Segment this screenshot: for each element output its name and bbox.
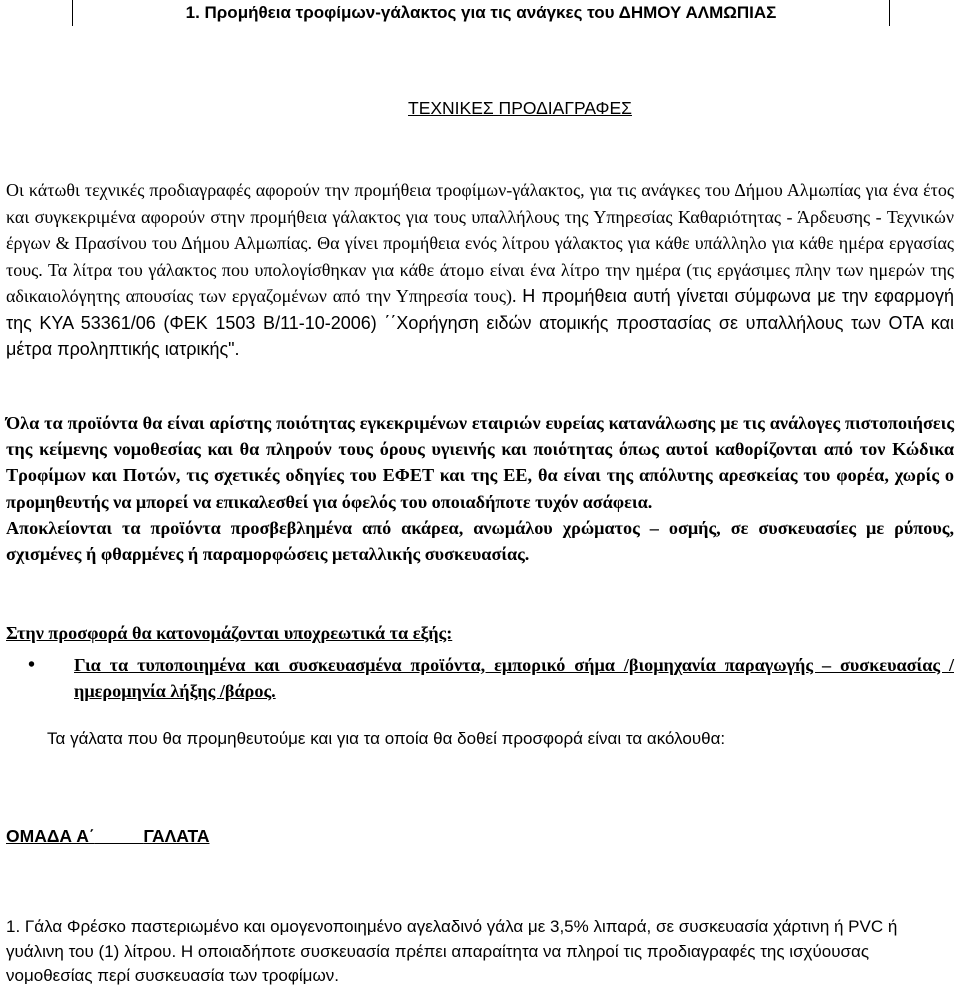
quality-paragraph: Όλα τα προϊόντα θα είναι αρίστης ποιότητας εγκεκριμένων εταιριών ευρείας κατανάλωσης με τις ανάλογες πιστοποιήσεις της κείμενης νομοθεσίας και θα πληρούν τους όρους υγιεινής και ποιότητας όπως αυτοί καθορίζονται από τον Κώδικα Τροφίμων και Ποτών, τις σχετικές οδηγίες του ΕΦΕΤ και της ΕΕ, θα είναι της απόλυτης αρεσκείας του φορέα, χωρίς ο προμηθευτής να μπορεί να επικαλεσθεί για όφελός του οποιαδήποτε τυχόν ασάφεια. <box>6 413 954 512</box>
offer-bullet-item <box>6 652 954 704</box>
intro-legal-text: Η προμήθεια αυτή γίνεται σύμφωνα με την εφαρμογή της ΚΥΑ 53361/06 (ΦΕΚ 1503 Β/11-10-2006) ΄΄Χορήγηση ειδών ατομικής προστασίας σε υπαλλήλους των ΟΤΑ και μέτρα προληπτικής ιατρικής". <box>6 286 955 359</box>
spec-heading: ΤΕΧΝΙΚΕΣ ΠΡΟΔΙΑΓΡΑΦΕΣ <box>408 98 632 118</box>
document-title: 1. Προμήθεια τροφίμων-γάλακτος για τις ανάγκες του ΔΗΜΟΥ ΑΛΜΩΠΙΑΣ <box>72 0 890 26</box>
bullet-icon: • <box>28 654 36 676</box>
quality-section <box>6 410 954 567</box>
intro-paragraph <box>6 177 954 363</box>
group-label: ΟΜΑΔΑ Α΄ <box>6 826 95 846</box>
group-title <box>6 826 210 847</box>
milk-intro: Τα γάλατα που θα προμηθευτούμε και για τα οποία θα δοθεί προσφορά είναι τα ακόλουθα: <box>47 729 726 748</box>
exclusion-paragraph: Αποκλείονται τα προϊόντα προσβεβλημένα από ακάρεα, ανωμάλου χρώματος – οσμής, σε συσκευασίες με ρύπους, σχισμένες ή φθαρμένες ή παραμορφώσεις μεταλλικής συσκευασίας. <box>6 517 954 565</box>
offer-heading: Στην προσφορά θα κατονομάζονται υποχρεωτικά τα εξής: <box>6 623 453 643</box>
offer-bullet-text: Για τα τυποποιημένα και συσκευασμένα προϊόντα, εμπορικό σήμα /βιομηχανία παραγωγής – συσκευασίας /ημερομηνία λήξης /βάρος. <box>74 655 954 701</box>
intro-text: Οι κάτωθι τεχνικές προδιαγραφές αφορούν την προμήθεια τροφίμων-γάλακτος, για τις ανάγκες του Δήμου Αλμωπίας για ένα έτος και συγκεκριμένα αφορούν στην προμήθεια γάλακτος για τους υπαλλήλους της Υπηρεσίας Καθαριότητας - Άρδευσης - Τεχνικών έργων & Πρασίνου του Δήμου Αλμωπίας. Θα γίνει προμήθεια ενός λίτρου γάλακτος για κάθε υπάλληλο για κάθε ημέρα εργασίας τους. Τα λίτρα του γάλακτος που υπολογίσθηκαν για κάθε άτομο είναι ένα λίτρο την ημέρα (τις εργάσιμες πλην των ημερών της αδικαιολόγητης απουσίας των εργαζομένων από την Υπηρεσία τους). <box>6 180 954 306</box>
milk-item-description: 1. Γάλα Φρέσκο παστεριωμένο και ομογενοποιημένο αγελαδινό γάλα με 3,5% λιπαρά, σε συσκευασία χάρτινη ή PVC ή γυάλινη του (1) λίτρου. Η οποιαδήποτε συσκευασία πρέπει απαραίτητα να πληροί τις προδιαγραφές της ισχύουσας νομοθεσίας περί συσκευασία των τροφίμων. <box>6 917 898 985</box>
group-name: ΓΑΛΑΤΑ <box>143 826 210 846</box>
